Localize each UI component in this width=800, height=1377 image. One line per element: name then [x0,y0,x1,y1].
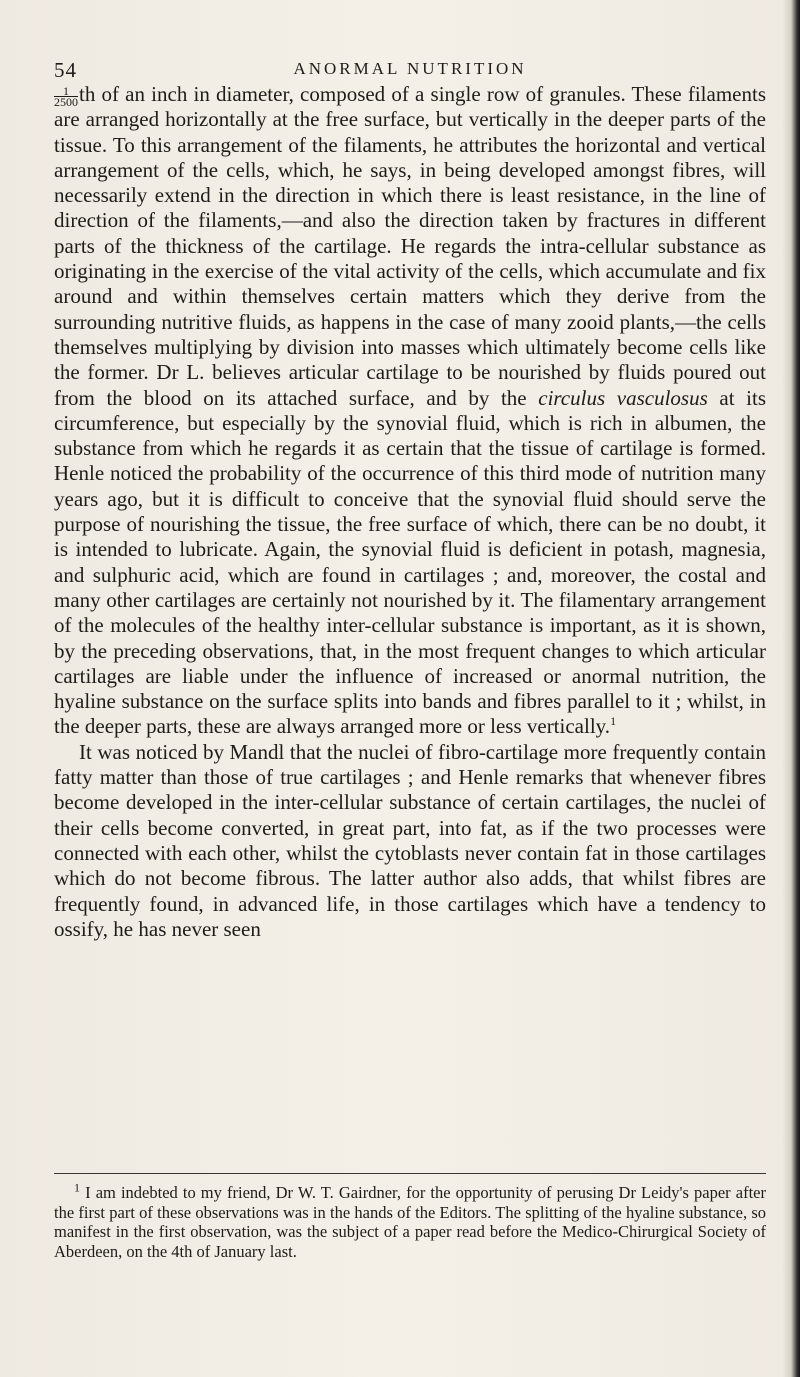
running-head: ANORMAL NUTRITION [293,59,527,78]
fraction [54,83,78,109]
body-text [54,82,766,942]
page-number: 54 [54,58,77,82]
footnote [54,1180,767,1261]
paragraph-1 [54,82,766,740]
footnote-marker: 1 [74,1180,80,1195]
footnote-divider [54,1173,766,1174]
italic-term: circulus vasculosus [538,385,708,410]
paragraph-2: It was noticed by Mandl that the nuclei of fibro-cartilage more frequently contain fatty matter than those of true cartilages ; and Henle remarks that whenever fibres become developed in the inter-cellular substance of certain cartilages, the nuclei of their cells become converted, in great part, into fat, as if the two processes were connected with each other, whilst the cytoblasts never contain fat in those cartilages which do not become fibrous. The latter author also adds, that whilst fibres are frequently found, in advanced life, in those cartilages which have a tendency to ossify, he has never seen [54,739,766,941]
fraction-numerator: 1 [54,86,78,97]
page-edge-shadow [782,0,800,1377]
footnote-text: I am indebted to my friend, Dr W. T. Gairdner, for the opportunity of perusing Dr Leidy's paper after the first part of these observations was in the hands of the Editors. The splitting of the hyaline substance, so manifest in the first observation, was the subject of a paper read before the Medico-Chirurgical Society of Aberdeen, on the 4th of January last. [54,1183,767,1261]
paragraph-1-continuation: at its circumference, but especially by the synovial fluid, which is rich in albumen, the substance from which he regards it as certain that the tissue of cartilage is formed. Henle noticed the probability of the occurrence of this third mode of nutrition many years ago, but it is difficult to conceive that the synovial fluid should serve the purpose of nourishing the tissue, the free surface of which, there can be no doubt, it is intended to lubricate. Again, the synovial fluid is deficient in potash, magnesia, and sulphuric acid, which are found in cartilages ; and, moreover, the costal and many other cartilages are certainly not nourished by it. The filamentary arrangement of the molecules of the healthy inter-cellular substance is important, as it is shown, by the preceding observations, that, in the most frequent changes to which articular cartilages are liable under the influence of increased or anormal nutrition, the hyaline substance on the surface splits into bands and fibres parallel to it ; whilst, in the deeper parts, these are always arranged more or less vertically. [54,385,767,739]
paragraph-1-opening: th of an inch in diameter, composed of a single row of granules. These filaments are arranged horizontally at the free surface, but vertically in the deeper parts of the tissue. To this arrangement of the filaments, he attributes the horizontal and vertical arrangement of the cells, which, he says, in being developed amongst fibres, will necessarily extend in the direction in which there is least resistance, in the line of direction of the filaments,—and also the direction taken by fractures in different parts of the thickness of the cartilage. He regards the intra-cellular substance as originating in the exercise of the vital activity of the cells, which accumulate and fix around and within themselves certain matters which they derive from the surrounding nutritive fluids, as happens in the case of many zooid plants,—the cells themselves multiplying by division into masses which ultimately become cells like the former. Dr L. believes articular cartilage to be nourished by fluids poured out from the blood on its attached surface, and by the [54,82,766,410]
fraction-denominator: 2500 [54,94,78,109]
footnote-reference: 1 [610,714,617,729]
